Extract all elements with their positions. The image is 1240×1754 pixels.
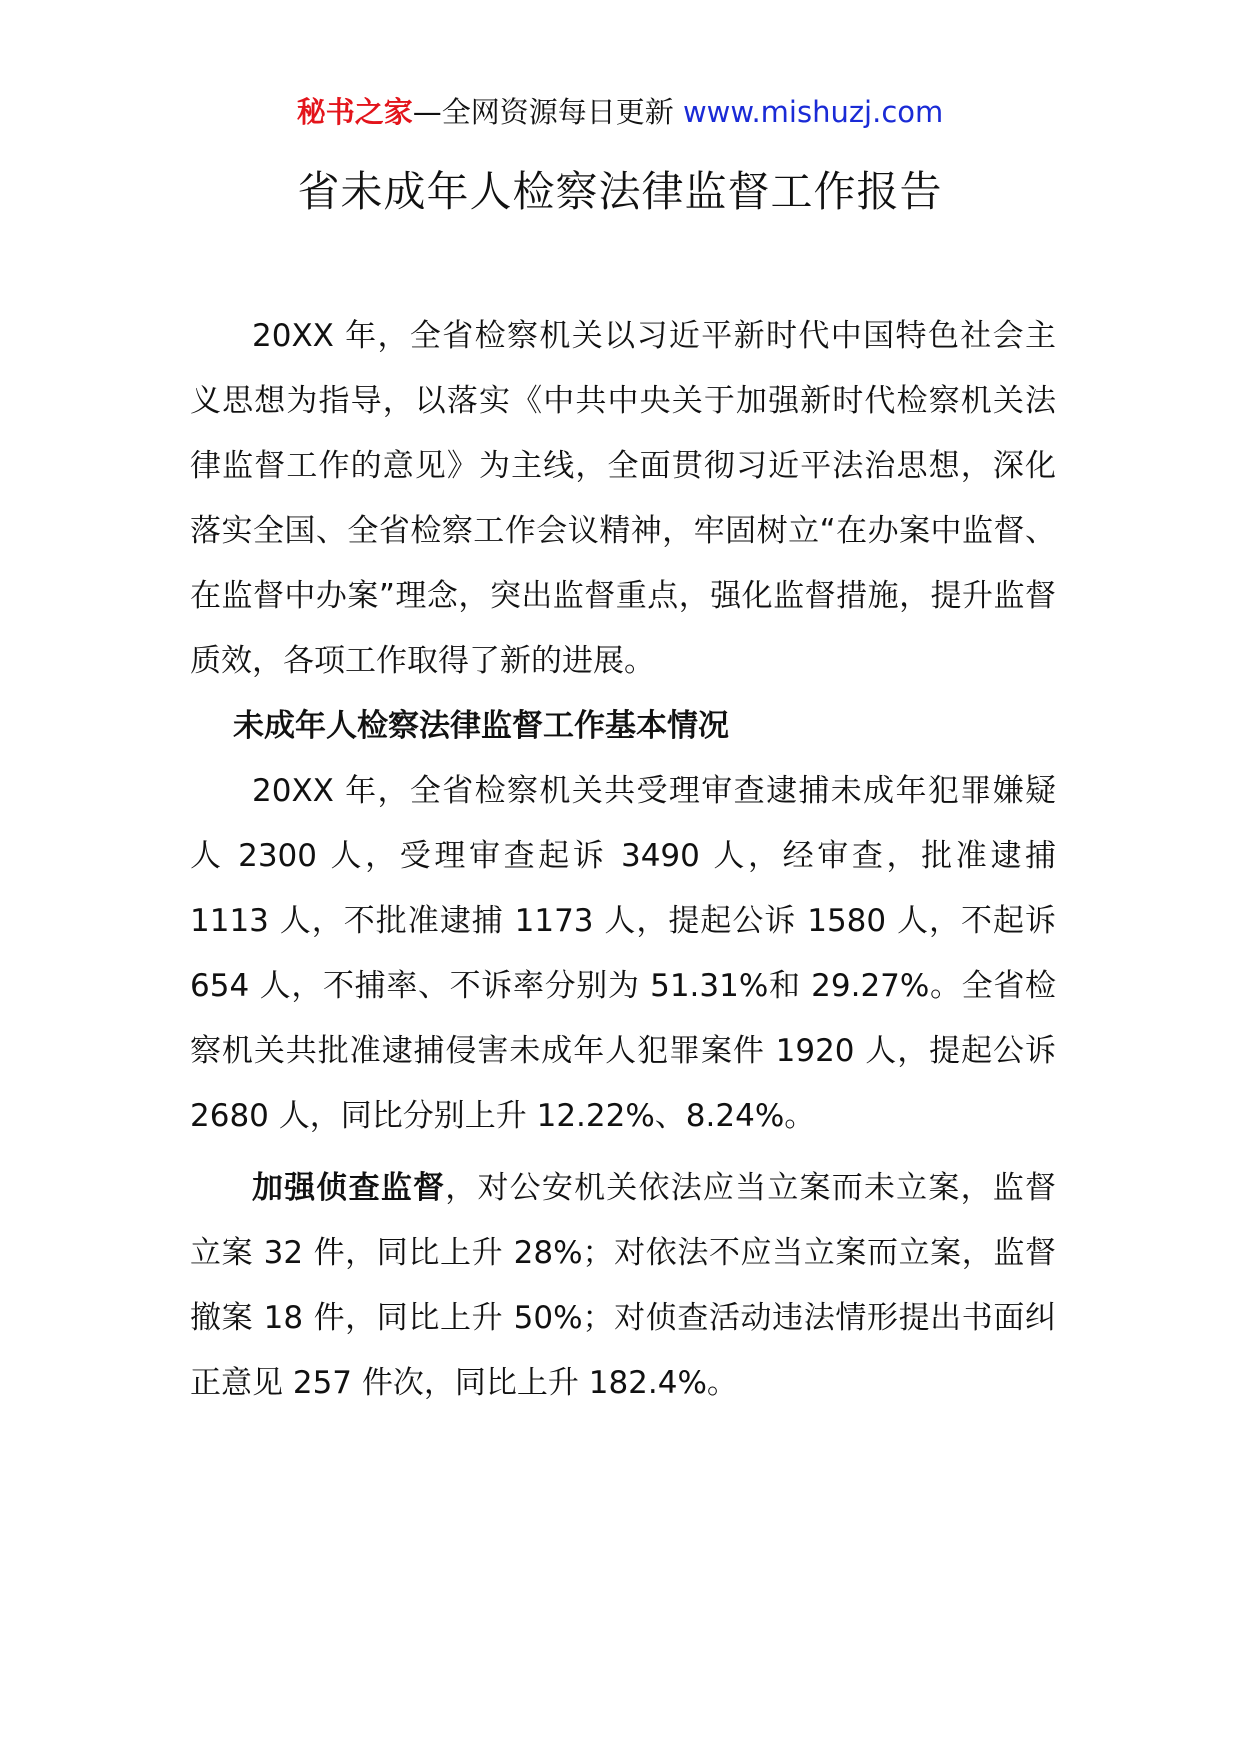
supervision-lead: 加强侦查监督 — [252, 1170, 446, 1206]
document-body — [190, 304, 1056, 1416]
supervision-paragraph — [190, 1156, 1056, 1416]
site-brand: 秘书之家 — [296, 95, 413, 129]
site-slogan: —全网资源每日更新 — [412, 95, 674, 129]
stats-paragraph: 20XX 年，全省检察机关共受理审查逮捕未成年犯罪嫌疑人 2300 人，受理审查起诉 3490 人，经审查，批准逮捕 1113 人，不批准逮捕 1173 人，提起公诉 1580 人，不起诉 654 人，不捕率、不诉率分别为 51.31%和 29.27%。全省检察机关共批准逮捕侵害未成年人犯罪案件 1920 人，提起公诉 2680 人，同比分别上升 12.22%、8.24%。 — [190, 773, 1056, 1134]
intro-paragraph: 20XX 年，全省检察机关以习近平新时代中国特色社会主义思想为指导，以落实《中共中央关于加强新时代检察机关法律监督工作的意见》为主线，全面贯彻习近平法治思想，深化落实全国、全省检察工作会议精神，牢固树立“在办案中监督、在监督中办案”理念，突出监督重点，强化监督措施，提升监督质效，各项工作取得了新的进展。 — [190, 318, 1056, 679]
document-title: 省未成年人检察法律监督工作报告 — [297, 167, 943, 216]
site-url-link[interactable]: www.mishuzj.com — [682, 95, 944, 129]
section-heading: 未成年人检察法律监督工作基本情况 — [233, 708, 729, 744]
supervision-text: ，对公安机关依法应当立案而未立案，监督立案 32 件，同比上升 28%；对依法不应当立案而立案，监督撤案 18 件，同比上升 50%；对侦查活动违法情形提出书面纠正意见 257 件次，同比上升 182.4%。 — [190, 1170, 1056, 1401]
site-header — [0, 92, 1240, 132]
